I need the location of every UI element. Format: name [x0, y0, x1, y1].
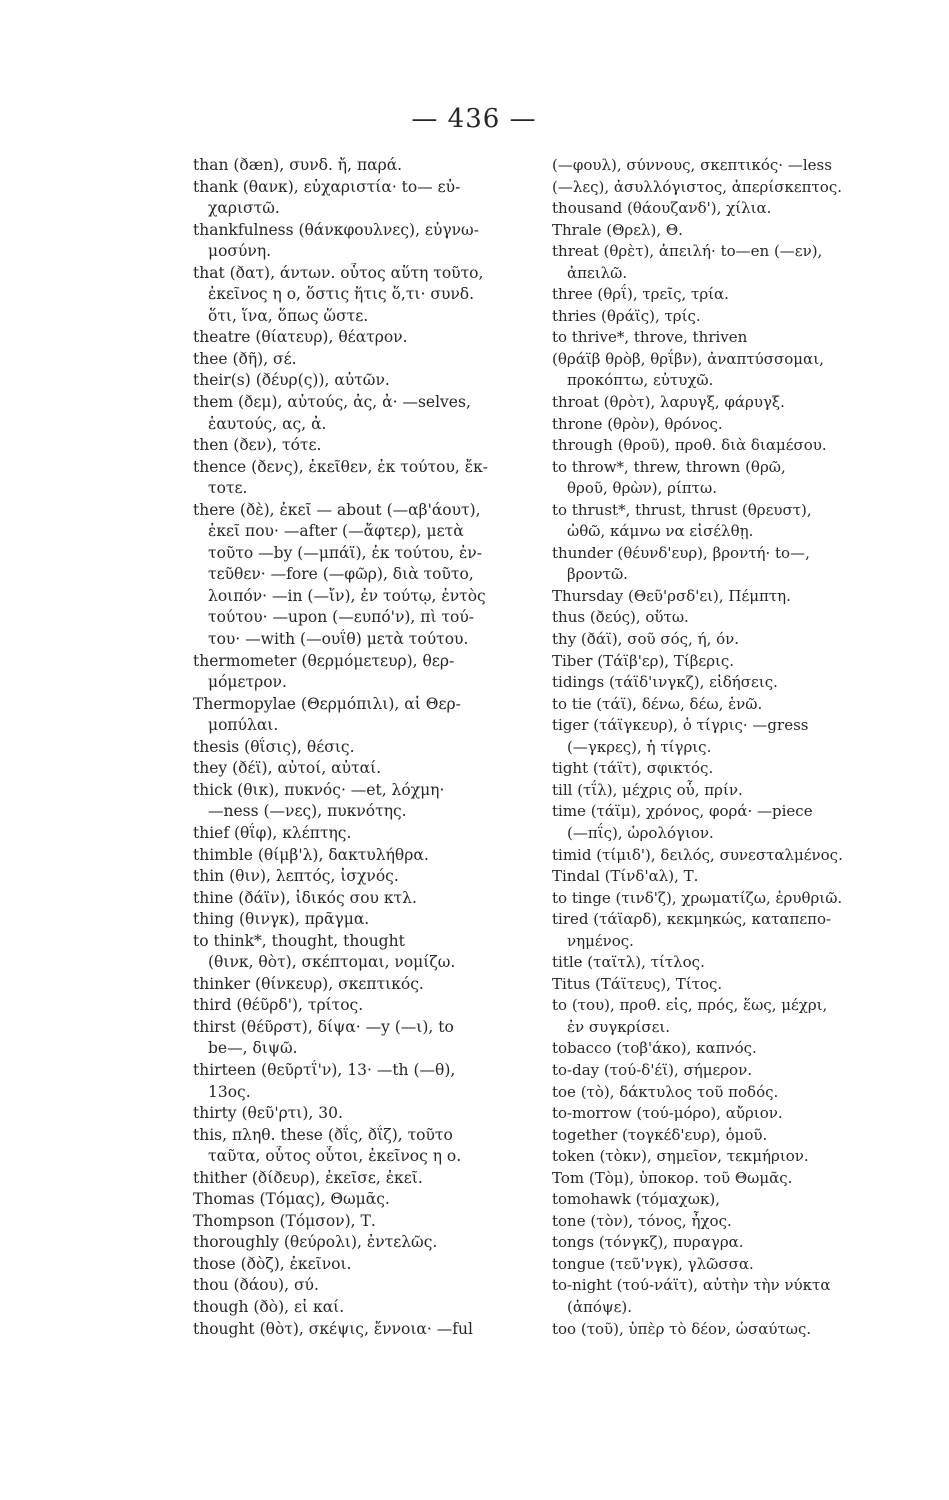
dictionary-line: tight (τάϊτ), σφικτός. — [552, 759, 714, 778]
dictionary-line: to-night (τού-νάϊτ), αὐτὴν τὴν νύκτα — [552, 1276, 831, 1295]
dictionary-line: thirteen (θεῦρτΐ'ν), 13· —th (—θ), — [193, 1060, 456, 1079]
dictionary-line: too (τοῦ), ὑπὲρ τὸ δέον, ὡσαύτως. — [552, 1319, 812, 1338]
dictionary-line: to thrive*, throve, thriven — [552, 328, 748, 347]
dictionary-line: Thomas (Τόμας), Θωμᾶς. — [193, 1190, 390, 1209]
dictionary-line: tone (τὸν), τόνος, ἦχος. — [552, 1211, 732, 1230]
dictionary-line: θροῦ, θρὼν), ρίπτω. — [567, 479, 717, 498]
dictionary-line: token (τὸκν), σημεῖον, τεκμήριον. — [552, 1147, 809, 1166]
dictionary-line: thee (ðῆ), σέ. — [193, 349, 297, 368]
dictionary-line: to throw*, threw, thrown (θρῶ, — [552, 457, 786, 476]
dictionary-line: 13ος. — [208, 1082, 251, 1101]
dictionary-line: thesis (θΐσις), θέσις. — [193, 737, 355, 756]
dictionary-line: χαριστῶ. — [208, 199, 280, 218]
dictionary-line: Tindal (Τίνδ'αλ), Τ. — [552, 867, 699, 886]
dictionary-line: thither (ðίðευρ), ἐκεῖσε, ἐκεῖ. — [193, 1168, 423, 1187]
dictionary-line: till (τΐλ), μέχρις οὗ, πρίν. — [552, 780, 743, 799]
dictionary-line: (θινκ, θὸτ), σκέπτομαι, νομίζω. — [208, 953, 456, 972]
dictionary-line: thirty (θεῦ'ρτι), 30. — [193, 1104, 343, 1123]
dictionary-line: του· —with (—ουΐθ) μετὰ τούτου. — [208, 630, 469, 649]
dictionary-line: (—λες), ἀσυλλόγιστος, ἀπερίσκεπτος. — [552, 177, 843, 196]
dictionary-line: throne (θρὸν), θρόνος. — [552, 414, 723, 433]
dictionary-line: τοτε. — [208, 479, 248, 498]
dictionary-line: thermometer (θερμόμετευρ), θερ- — [193, 651, 455, 670]
dictionary-line: thence (ðενς), ἐκεῖθεν, ἐκ τούτου, ἔκ- — [193, 457, 488, 476]
dictionary-line: to tie (τάϊ), δένω, δέω, ἑνῶ. — [552, 694, 763, 713]
dictionary-line: though (ðὸ), εἰ καί. — [193, 1297, 345, 1316]
dictionary-line: that (ðατ), άντων. οὗτος αὕτη τοῦτο, — [193, 263, 484, 282]
dictionary-line: ὅτι, ἵνα, ὅπως ὥστε. — [208, 306, 369, 325]
dictionary-line: together (τογκέδ'ευρ), ὁμοῦ. — [552, 1125, 768, 1144]
dictionary-line: thank (θανκ), εὐχαριστία· to— εὐ- — [193, 177, 461, 196]
dictionary-line: ἐν συγκρίσει. — [567, 1017, 670, 1036]
dictionary-line: tongs (τόνγκζ), πυραγρα. — [552, 1233, 744, 1252]
dictionary-line: tobacco (τοβ'άκο), καπνός. — [552, 1039, 757, 1058]
dictionary-line: title (ταϊτλ), τίτλος. — [552, 953, 705, 972]
dictionary-line: μοσύνη. — [208, 242, 272, 261]
dictionary-line: thries (θράϊς), τρίς. — [552, 306, 701, 325]
dictionary-line: λοιπόν· —in (—ἴν), ἐν τούτῳ, ἐντὸς — [208, 586, 486, 605]
dictionary-line: this, πληθ. these (ðΐς, ðΐζ), τοῦτο — [193, 1125, 453, 1144]
dictionary-line: thus (ðεύς), οὕτω. — [552, 608, 689, 627]
dictionary-line: to thrust*, thrust, thrust (θρευστ), — [552, 500, 812, 519]
dictionary-line: thoroughly (θεύρολι), ἐντελῶς. — [193, 1233, 438, 1252]
dictionary-line: προκόπτω, εὐτυχῶ. — [567, 371, 714, 390]
dictionary-line: theatre (θίατευρ), θέατρον. — [193, 328, 408, 347]
dictionary-line: thou (ðάου), σύ. — [193, 1276, 319, 1295]
dictionary-line: thy (ðάϊ), σοῦ σός, ή, όν. — [552, 630, 740, 649]
dictionary-line: thing (θινγκ), πρᾶγμα. — [193, 910, 370, 929]
dictionary-line: ἀπειλῶ. — [567, 263, 628, 282]
dictionary-line: threat (θρὲτ), ἀπειλή· to—en (—εν), — [552, 242, 823, 261]
dictionary-line: Tom (Τὸμ), ὑποκορ. τοῦ Θωμᾶς. — [552, 1168, 793, 1187]
dictionary-line: then (ðεν), τότε. — [193, 436, 322, 455]
dictionary-line: thinker (θίνκευρ), σκεπτικός. — [193, 974, 424, 993]
dictionary-line: to-day (τού-δ'έϊ), σήμερον. — [552, 1060, 752, 1079]
dictionary-line: τοῦτο —by (—μπάϊ), ἐκ τούτου, ἐν- — [208, 543, 482, 562]
dictionary-line: ὠθῶ, κάμνω να εἰσέλθῃ. — [567, 522, 754, 541]
dictionary-line: thine (ðάϊν), ἰδικός σου κτλ. — [193, 888, 417, 907]
dictionary-line: thankfulness (θάνκφουλνες), εὐγνω- — [193, 220, 479, 239]
dictionary-line: tongue (τεῦ'νγκ), γλῶσσα. — [552, 1254, 754, 1273]
dictionary-line: to-morrow (τού-μόρο), αὔριον. — [552, 1104, 783, 1123]
dictionary-line: them (ðεμ), αὐτούς, ἀς, ἀ· —selves, — [193, 393, 471, 412]
dictionary-line: τούτου· —upon (—ευπό'ν), πὶ τού- — [208, 608, 475, 627]
dictionary-line: be—, διψῶ. — [208, 1039, 298, 1058]
dictionary-line: thimble (θίμβ'λ), δακτυλήθρα. — [193, 845, 429, 864]
dictionary-line: μόμετρον. — [208, 673, 287, 692]
dictionary-line: (—γκρες), ἡ τίγρις. — [567, 737, 712, 756]
dictionary-line: ἐκεῖ που· —after (—ἄφτερ), μετὰ — [208, 522, 464, 541]
dictionary-line: third (θέῦρδ'), τρίτος. — [193, 996, 364, 1015]
dictionary-line: Thermopylae (Θερμόπιλι), αἱ Θερ- — [193, 694, 461, 713]
dictionary-line: thick (θικ), πυκνός· —et, λόχμη· — [193, 780, 445, 799]
dictionary-line: they (ðέϊ), αὐτοί, αὐταί. — [193, 759, 382, 778]
dictionary-line: ἐκεῖνος η ο, ὅστις ἥτις ὅ,τι· συνδ. — [208, 285, 475, 304]
dictionary-line: three (θρΐ), τρεῖς, τρία. — [552, 285, 729, 304]
dictionary-line: tiger (τάϊγκευρ), ὁ τίγρις· —gress — [552, 716, 809, 735]
dictionary-line: (θράϊβ θρὸβ, θρΐβν), ἀναπτύσσομαι, — [552, 349, 824, 368]
dictionary-line: thought (θὸτ), σκέψις, ἔννοια· —ful — [193, 1319, 473, 1338]
dictionary-line: Thompson (Τόμσον), Τ. — [193, 1211, 376, 1230]
dictionary-line: (ἀπόψε). — [567, 1297, 633, 1316]
dictionary-line: tired (τάϊαρδ), κεκμηκώς, καταπεπο- — [552, 910, 832, 929]
dictionary-line: toe (τὸ), δάκτυλος τοῦ ποδός. — [552, 1082, 779, 1101]
dictionary-line: βροντῶ. — [567, 565, 628, 584]
dictionary-line: (—πΐς), ὡρολόγιον. — [567, 823, 714, 842]
dictionary-line: Titus (Τάϊτευς), Τίτος. — [552, 974, 723, 993]
dictionary-line: Tiber (Τάϊβ'ερ), Τίβερις. — [552, 651, 735, 670]
dictionary-line: thief (θΐφ), κλέπτης. — [193, 823, 352, 842]
dictionary-line: there (ðὲ), ἐκεῖ — about (—αβ'άουτ), — [193, 500, 481, 519]
dictionary-line: to think*, thought, thought — [193, 931, 405, 950]
dictionary-line: thirst (θέῦρστ), δίψα· —y (—ι), to — [193, 1017, 454, 1036]
dictionary-line: ταῦτα, οὗτος οὗτοι, ἐκεῖνος η ο. — [208, 1147, 462, 1166]
dictionary-line: through (θροῦ), προθ. διὰ διαμέσου. — [552, 436, 827, 455]
dictionary-line: νημένος. — [567, 931, 634, 950]
dictionary-line: —ness (—νες), πυκνότης. — [208, 802, 407, 821]
left-column — [193, 155, 538, 1340]
dictionary-line: τεῦθεν· —fore (—φῶρ), διὰ τοῦτο, — [208, 565, 474, 584]
dictionary-line: tidings (τάϊδ'ινγκζ), εἰδήσεις. — [552, 673, 778, 692]
right-column — [552, 155, 882, 1340]
dictionary-line: throat (θρὸτ), λαρυγξ, φάρυγξ. — [552, 393, 785, 412]
dictionary-line: μοπύλαι. — [208, 716, 279, 735]
dictionary-line: their(s) (ðέυρ(ς)), αὐτῶν. — [193, 371, 390, 390]
dictionary-line: Thrale (Θρελ), Θ. — [552, 220, 683, 239]
dictionary-line: thousand (θάουζανδ'), χίλια. — [552, 199, 772, 218]
dictionary-line: (—φουλ), σύννους, σκεπτικός· —less — [552, 156, 832, 174]
dictionary-line: thunder (θέυνδ'ευρ), βροντή· to—, — [552, 543, 810, 562]
page-number: — 436 — — [411, 104, 537, 134]
dictionary-line: ἑαυτούς, ας, ἀ. — [208, 414, 327, 433]
dictionary-line: time (τάϊμ), χρόνος, φορά· —piece — [552, 802, 813, 821]
dictionary-line: to (του), προθ. εἰς, πρός, ἕως, μέχρι, — [552, 996, 828, 1015]
dictionary-line: than (ðæn), συνδ. ἤ, παρά. — [193, 156, 403, 174]
dictionary-line: those (ðὸζ), ἐκεῖνοι. — [193, 1254, 352, 1273]
dictionary-line: timid (τίμιδ'), δειλός, συνεσταλμένος. — [552, 845, 843, 864]
dictionary-line: Thursday (Θεῦ'ρσδ'ει), Πέμπτη. — [552, 586, 791, 605]
dictionary-line: thin (θιν), λεπτός, ἰσχνός. — [193, 867, 399, 886]
dictionary-line: to tinge (τινδ'ζ), χρωματίζω, ἐρυθριῶ. — [552, 888, 843, 907]
dictionary-line: tomohawk (τόμαχωκ), — [552, 1190, 720, 1209]
